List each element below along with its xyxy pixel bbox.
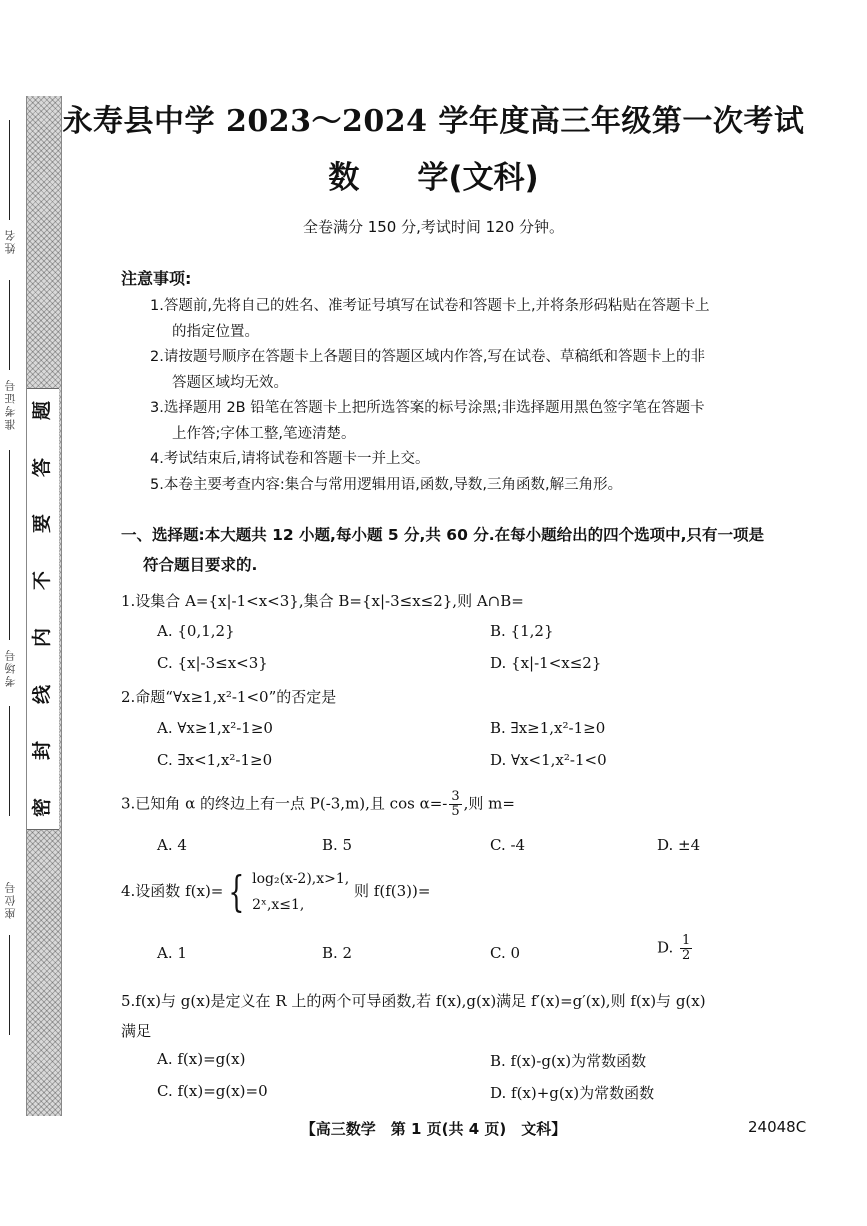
notice-item [150, 294, 810, 345]
exam-title: 永寿县中学 2023～2024 学年度高三年级第一次考试 [62, 104, 805, 139]
q3-option-a: A. 4 [157, 836, 187, 854]
notice-line: 答题区域均无效。 [172, 374, 288, 391]
q5-option-a: A. f(x)=g(x) [157, 1050, 246, 1068]
notice-item [150, 345, 810, 396]
q3-option-d: D. ±4 [657, 836, 701, 854]
question-1-stem: 1.设集合 A={x|-1<x<3},集合 B={x|-3≤x≤2},则 A∩B= [121, 592, 524, 610]
piecewise-cases [252, 866, 349, 918]
q4-option-d [657, 934, 694, 963]
q3-stem-pre: 3.已知角 α 的终边上有一点 P(-3,m),且 cos α=- [121, 794, 448, 813]
section-line: 一、选择题:本大题共 12 小题,每小题 5 分,共 60 分.在每小题给出的四个选项中,只有一项是 [121, 526, 765, 544]
margin-blank-line [9, 706, 10, 816]
q1-option-b: B. {1,2} [490, 622, 554, 640]
q2-option-b: B. ∃x≥1,x²-1≥0 [490, 719, 606, 737]
notice-line: 1.答题前,先将自己的姓名、准考证号填写在试卷和答题卡上,并将条形码粘贴在答题卡上 [150, 298, 710, 314]
margin-field-room: 考场号 [4, 648, 17, 687]
q3-option-b: B. 5 [322, 836, 353, 854]
notice-item [150, 447, 810, 473]
q4-option-c: C. 0 [490, 944, 521, 962]
q4-option-a: A. 1 [157, 944, 187, 962]
section-heading [121, 520, 811, 580]
q2-option-a: A. ∀x≥1,x²-1≥0 [157, 719, 273, 737]
q1-option-a: A. {0,1,2} [157, 622, 235, 640]
margin-field-name: 姓名 [4, 228, 17, 254]
fraction-denominator: 5 [451, 804, 460, 819]
seal-char: 密 [31, 797, 54, 817]
brace-symbol: { [228, 867, 245, 916]
notice-item [150, 473, 810, 499]
notice-line: 5.本卷主要考查内容:集合与常用逻辑用语,函数,导数,三角函数,解三角形。 [150, 476, 623, 493]
q5-option-b: B. f(x)-g(x)为常数函数 [490, 1052, 647, 1070]
question-2-stem: 2.命题“∀x≥1,x²-1<0”的否定是 [121, 688, 337, 706]
seal-char: 不 [31, 571, 54, 591]
margin-blank-line [9, 280, 10, 370]
seal-line-box [27, 388, 59, 830]
seal-char: 答 [31, 457, 54, 477]
seal-char: 题 [31, 400, 54, 421]
q1-option-c: C. {x|-3≤x<3} [157, 654, 268, 672]
subject-part: 学(文科) [417, 160, 539, 196]
q4-d-fraction [680, 934, 692, 963]
subject-part: 数 [328, 160, 360, 196]
seal-char: 要 [31, 514, 54, 534]
notice-line: 4.考试结束后,请将试卷和答题卡一并上交。 [150, 451, 430, 467]
q2-option-d: D. ∀x<1,x²-1<0 [490, 751, 607, 769]
seal-char: 线 [31, 684, 54, 704]
q3-option-c: C. -4 [490, 836, 526, 854]
subject-title [0, 152, 867, 197]
q5-option-c: C. f(x)=g(x)=0 [157, 1082, 268, 1100]
question-5-stem [121, 986, 811, 1046]
piecewise-function [223, 866, 349, 918]
fraction-numerator: 3 [451, 789, 460, 804]
question-4-stem [121, 866, 430, 918]
notice-item [150, 396, 810, 447]
q4-stem-post: 则 f(f(3))= [354, 882, 431, 900]
q4-stem-pre: 4.设函数 f(x)= [121, 882, 224, 900]
section-line: 符合题目要求的. [143, 556, 258, 574]
paper-code: 24048C [748, 1118, 807, 1136]
q4-option-b: B. 2 [322, 944, 353, 962]
fraction-denominator: 2 [682, 948, 691, 963]
margin-blank-line [9, 450, 10, 640]
notice-line: 3.选择题用 2B 铅笔在答题卡上把所选答案的标号涂黑;非选择题用黑色签字笔在答题卡 [150, 400, 705, 416]
piecewise-case: 2ˣ,x≤1, [252, 897, 305, 913]
notice-line: 的指定位置。 [172, 323, 259, 340]
seal-char: 封 [31, 741, 54, 761]
seal-char: 内 [31, 627, 54, 647]
notice-list [150, 294, 810, 498]
question-3-stem [121, 790, 515, 819]
q1-option-d: D. {x|-1<x≤2} [490, 654, 602, 672]
q3-fraction [449, 790, 461, 819]
margin-blank-line [9, 935, 10, 1035]
piecewise-case: log₂(x-2),x>1, [252, 871, 350, 887]
q5-line: 满足 [121, 1022, 152, 1040]
notice-heading: 注意事项: [121, 269, 192, 288]
fraction-numerator: 1 [682, 933, 691, 948]
q2-option-c: C. ∃x<1,x²-1≥0 [157, 751, 273, 769]
q5-option-d: D. f(x)+g(x)为常数函数 [490, 1084, 655, 1102]
page-footer: 【高三数学 第 1 页(共 4 页) 文科】 [300, 1120, 567, 1138]
margin-field-seat: 座位号 [4, 880, 17, 919]
q5-line: 5.f(x)与 g(x)是定义在 R 上的两个可导函数,若 f(x),g(x)满足 f′(x)=g′(x),则 f(x)与 g(x) [121, 992, 706, 1010]
margin-field-id: 准考证号 [4, 378, 17, 430]
notice-line: 2.请按题号顺序在答题卡上各题目的答题区域内作答,写在试卷、草稿纸和答题卡上的非 [150, 349, 705, 365]
q3-stem-post: ,则 m= [463, 794, 515, 813]
score-line: 全卷满分 150 分,考试时间 120 分钟。 [302, 218, 565, 236]
option-letter: D. [657, 938, 679, 957]
notice-line: 上作答;字体工整,笔迹清楚。 [172, 425, 356, 442]
